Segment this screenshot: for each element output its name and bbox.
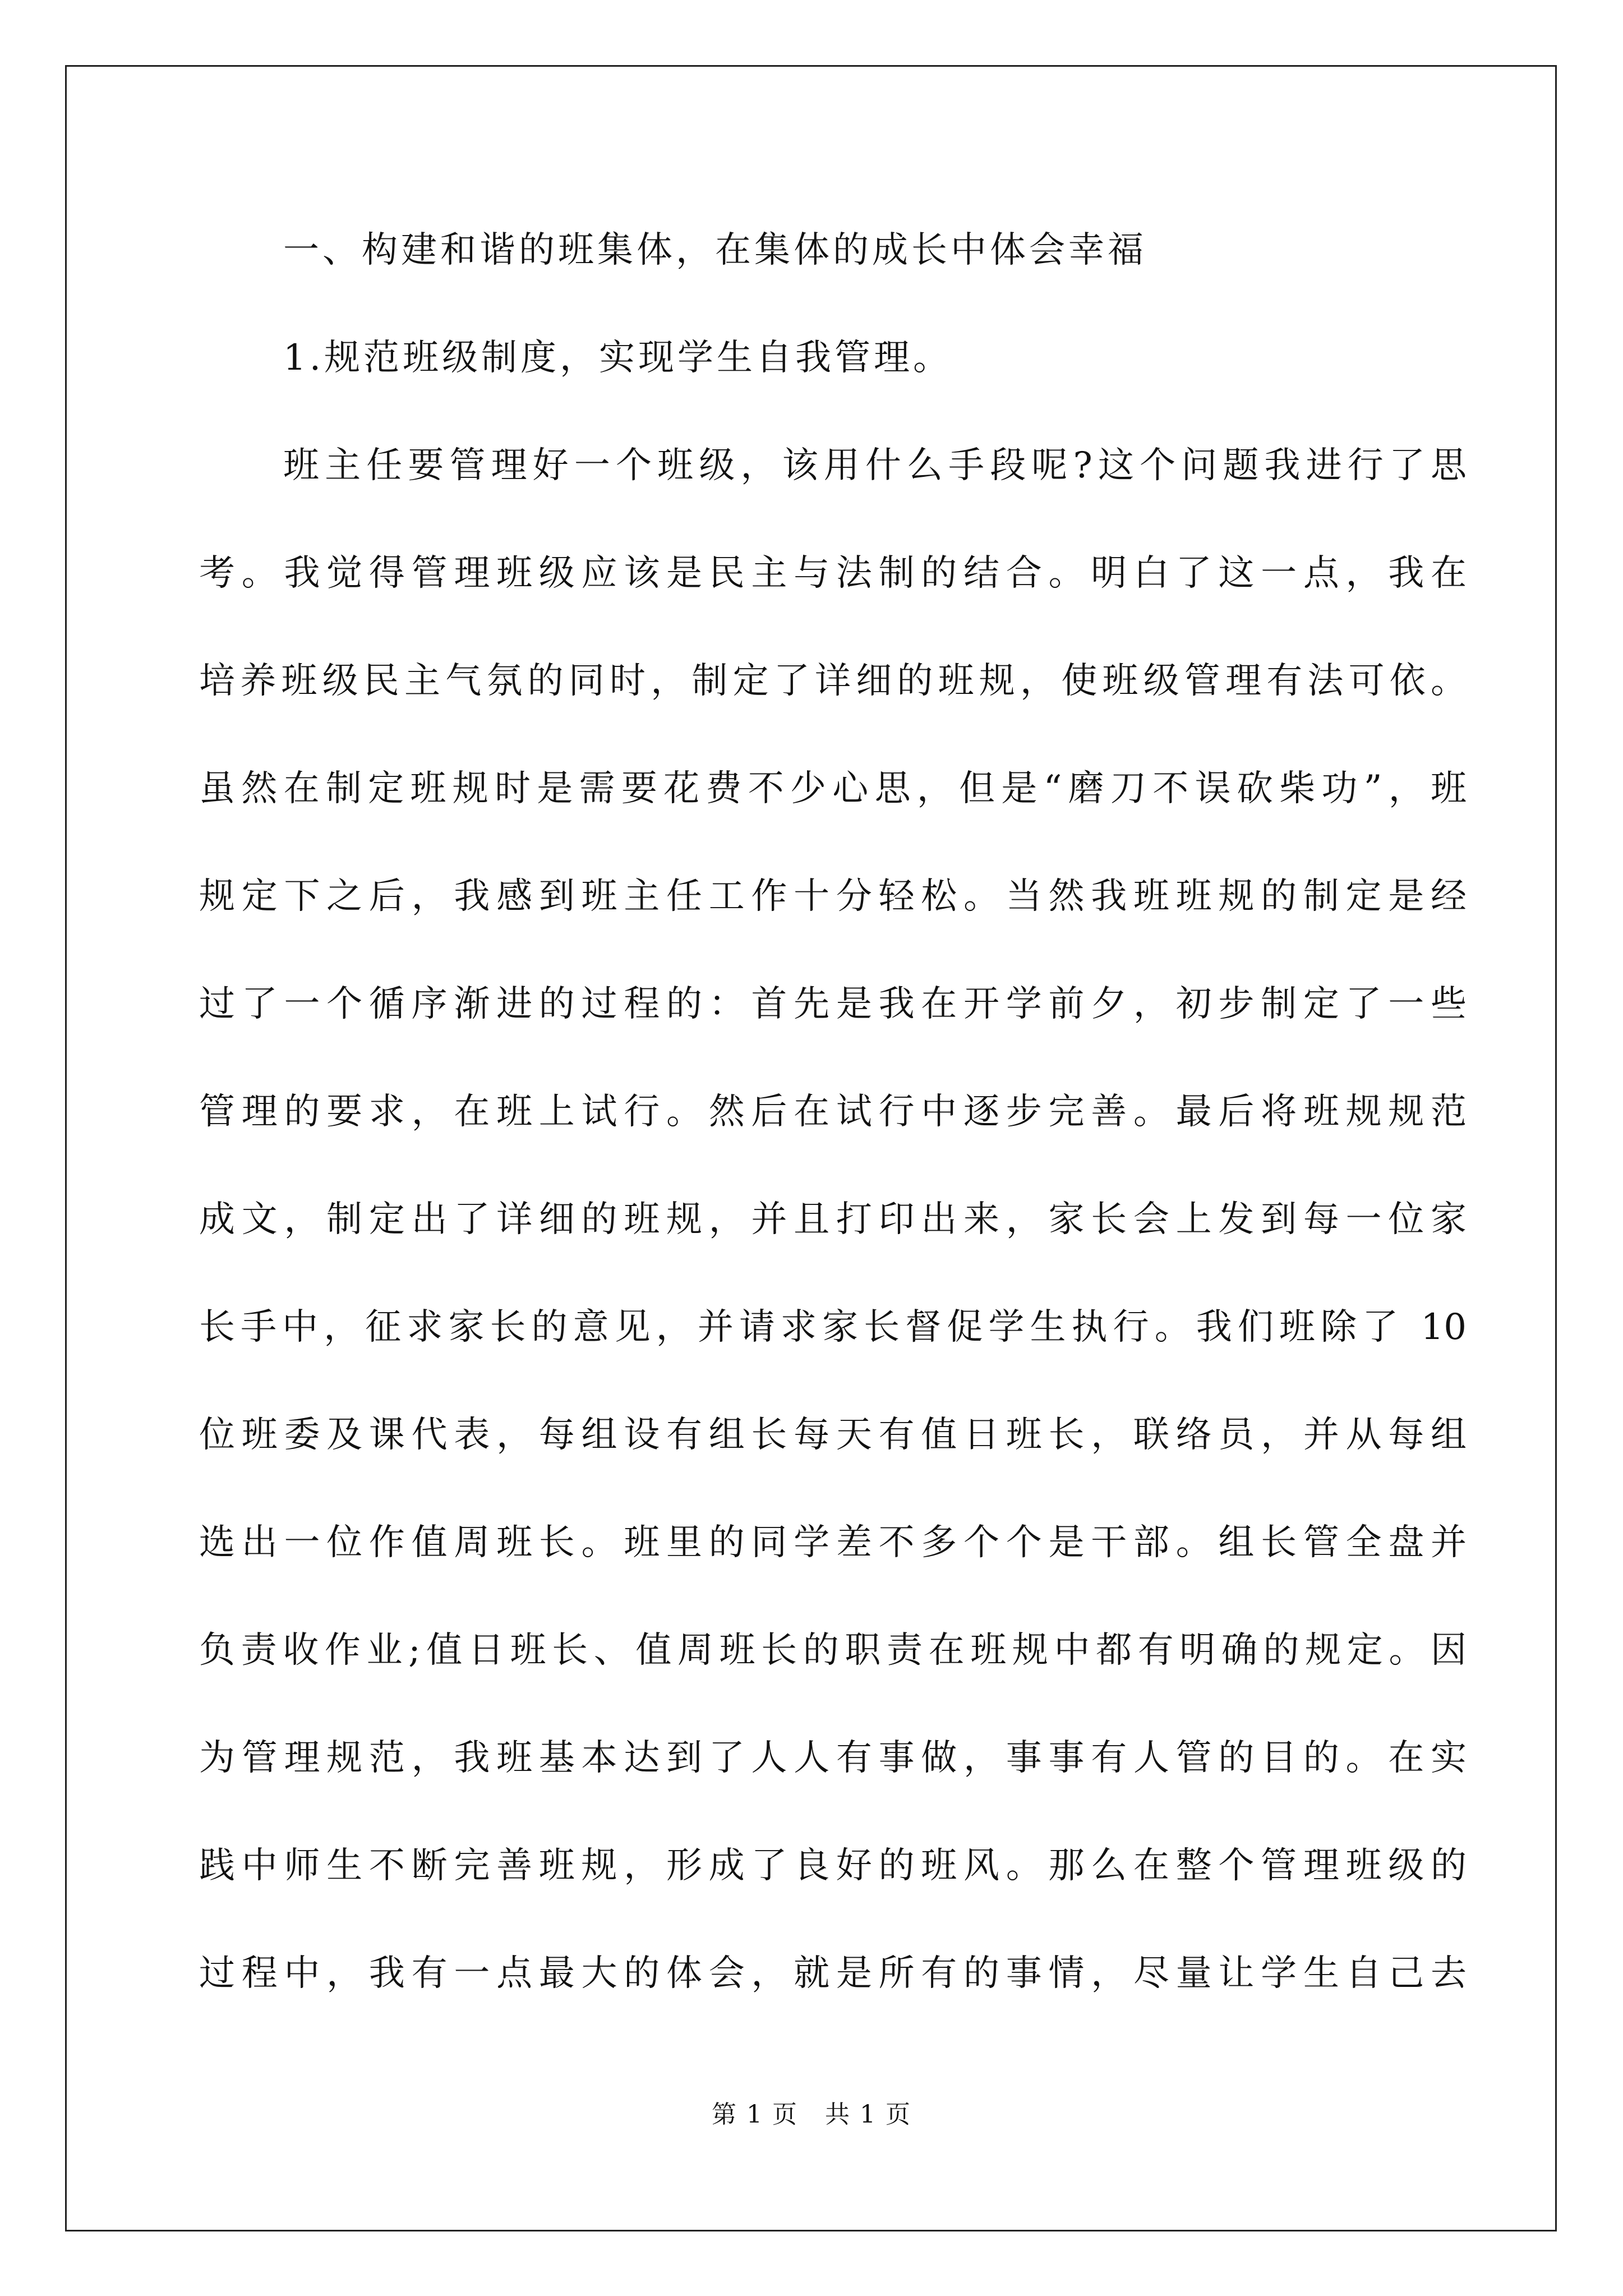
paragraph-line: 过程中，我有一点最大的体会，就是所有的事情，尽量让学生自己去 (199, 1953, 1467, 1994)
paragraph-line: 位班委及课代表，每组设有组长每天有值日班长，联络员，并从每组 (199, 1414, 1467, 1456)
paragraph-line: 规定下之后，我感到班主任工作十分轻松。当然我班班规的制定是经 (199, 876, 1467, 917)
paragraph-line: 为管理规范，我班基本达到了人人有事做，事事有人管的目的。在实 (199, 1737, 1467, 1779)
paragraph-line: 选出一位作值周班长。班里的同学差不多个个是干部。组长管全盘并 (199, 1522, 1467, 1563)
paragraph-line: 践中师生不断完善班规，形成了良好的班风。那么在整个管理班级的 (199, 1845, 1467, 1887)
section-heading: 一、构建和谐的班集体，在集体的成长中体会幸福 (283, 229, 1147, 271)
page-number-label: 第 1 页 共 1 页 (712, 2100, 911, 2129)
paragraph-line: 长手中，征求家长的意见，并请求家长督促学生执行。我们班除了 10 (199, 1306, 1467, 1348)
paragraph-line: 管理的要求，在班上试行。然后在试行中逐步完善。最后将班规规范 (199, 1091, 1467, 1133)
page-footer (0, 2099, 1623, 2131)
paragraph-line: 班主任要管理好一个班级，该用什么手段呢?这个问题我进行了思 (283, 445, 1467, 486)
paragraph-line: 成文，制定出了详细的班规，并且打印出来，家长会上发到每一位家 (199, 1199, 1467, 1240)
paragraph-line: 虽然在制定班规时是需要花费不少心思，但是“磨刀不误砍柴功”，班 (199, 768, 1467, 809)
paragraph-line: 培养班级民主气氛的同时，制定了详细的班规，使班级管理有法可依。 (199, 660, 1467, 702)
subsection-heading: 1.规范班级制度，实现学生自我管理。 (283, 337, 953, 379)
paragraph-line: 负责收作业;值日班长、值周班长的职责在班规中都有明确的规定。因 (199, 1630, 1467, 1671)
page-border (65, 65, 1557, 2231)
paragraph-line: 过了一个循序渐进的过程的：首先是我在开学前夕，初步制定了一些 (199, 983, 1467, 1025)
paragraph-line: 考。我觉得管理班级应该是民主与法制的结合。明白了这一点，我在 (199, 553, 1467, 594)
